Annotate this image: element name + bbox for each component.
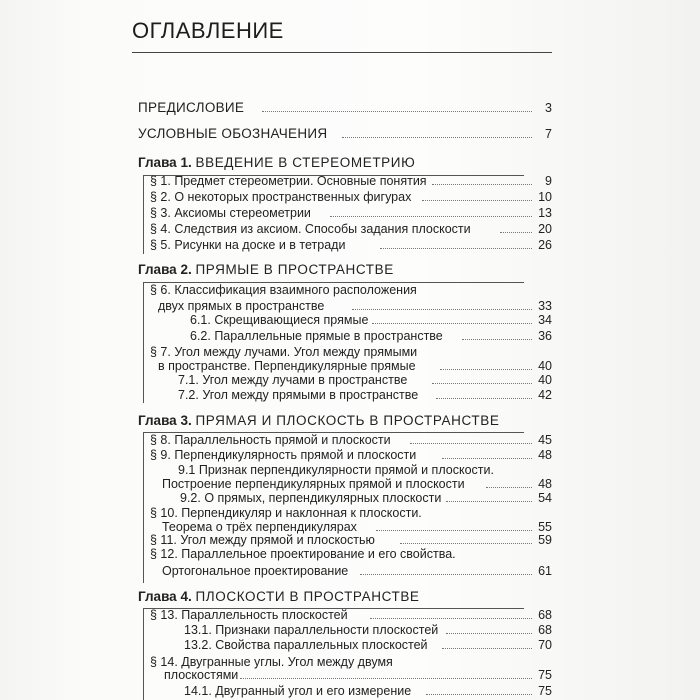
toc-entry-title: 9.2. О прямых, перпендикулярных плоскости <box>180 491 442 505</box>
leader-dots <box>380 248 532 249</box>
toc-page-number: 68 <box>538 623 552 637</box>
title-underline <box>132 52 552 53</box>
toc-page-number: 10 <box>538 190 552 204</box>
leader-dots <box>422 200 532 201</box>
toc-entry-title: УСЛОВНЫЕ ОБОЗНАЧЕНИЯ <box>138 126 328 141</box>
leader-dots <box>436 398 532 399</box>
toc-entry-title: § 2. О некоторых пространственных фигурах <box>150 190 412 204</box>
chapter-label: Глава 4. <box>138 589 192 604</box>
toc-page-number: 20 <box>538 222 552 236</box>
toc-entry[interactable] <box>0 561 700 581</box>
toc-entry-title: § 11. Угол между прямой и плоскостью <box>150 533 375 547</box>
toc-entry-title: Построение перпендикулярных прямой и плоскости <box>162 477 465 491</box>
toc-entry-title: 6.1. Скрещивающиеся прямые <box>190 313 369 327</box>
toc-entry-title: 13.1. Признаки параллельности плоскостей <box>184 623 439 637</box>
toc-page-number: 55 <box>538 520 552 534</box>
toc-entry-title: 7.1. Угол между лучами в пространстве <box>178 373 408 387</box>
chapter-heading-2[interactable] <box>138 259 394 281</box>
toc-entry-title: 14.1. Двугранный угол и его измерение <box>184 684 412 698</box>
leader-dots <box>360 574 532 575</box>
page-title: ОГЛАВЛЕНИЕ <box>132 18 284 43</box>
toc-page-number: 75 <box>538 684 552 698</box>
leader-dots <box>432 184 532 185</box>
toc-page-number: 40 <box>538 359 552 373</box>
toc-entry-title: 13.2. Свойства параллельных плоскостей <box>184 638 428 652</box>
toc-entry-title: § 12. Параллельное проектирование и его свойства. <box>150 547 456 561</box>
toc-entry-title: Теорема о трёх перпендикулярах <box>162 520 357 534</box>
toc-page-number: 33 <box>538 299 552 313</box>
toc-page-number: 3 <box>545 101 552 115</box>
toc-page-number: 7 <box>545 127 552 141</box>
toc-entry-notation[interactable] <box>0 124 700 144</box>
toc-entry-title: в пространстве. Перпендикулярные прямые <box>158 359 416 373</box>
toc-entry-title: § 4. Следствия из аксиом. Способы задания плоскости <box>150 222 471 236</box>
toc-page-number: 59 <box>538 533 552 547</box>
chapter-title: ПЛОСКОСТИ В ПРОСТРАНСТВЕ <box>195 589 420 604</box>
toc-page-number: 42 <box>538 388 552 402</box>
leader-dots <box>240 678 532 679</box>
leader-dots <box>432 383 532 384</box>
leader-dots <box>442 648 532 649</box>
leader-dots <box>370 618 532 619</box>
leader-dots <box>462 339 532 340</box>
toc-page-number: 54 <box>538 491 552 505</box>
toc-entry-title: § 10. Перпендикуляр и наклонная к плоскости. <box>150 506 422 520</box>
leader-dots <box>446 501 532 502</box>
chapter-label: Глава 3. <box>138 413 192 428</box>
toc-entry[interactable] <box>0 681 700 700</box>
toc-page-number: 48 <box>538 477 552 491</box>
leader-dots <box>410 443 532 444</box>
toc-entry-title: § 14. Двугранные углы. Угол между двумя <box>150 655 393 669</box>
toc-page-number: 40 <box>538 373 552 387</box>
toc-entry-title: § 6. Классификация взаимного расположения <box>150 283 417 297</box>
toc-entry[interactable] <box>0 235 700 255</box>
toc-entry-title: § 3. Аксиомы стереометрии <box>150 206 311 220</box>
toc-entry-title: § 8. Параллельность прямой и плоскости <box>150 433 391 447</box>
toc-page-number: 75 <box>538 668 552 682</box>
toc-page-number: 9 <box>545 174 552 188</box>
toc-entry[interactable] <box>0 385 700 405</box>
chapter-title: ПРЯМЫЕ В ПРОСТРАНСТВЕ <box>195 262 394 277</box>
chapter-title: ВВЕДЕНИЕ В СТЕРЕОМЕТРИЮ <box>195 155 416 170</box>
toc-entry-title: § 9. Перпендикулярность прямой и плоскости <box>150 448 417 462</box>
toc-page-number: 70 <box>538 638 552 652</box>
toc-page-number: 45 <box>538 433 552 447</box>
toc-entry-title: § 7. Угол между лучами. Угол между прямыми <box>150 345 418 359</box>
toc-entry-title: двух прямых в пространстве <box>158 299 325 313</box>
toc-entry-preface[interactable] <box>0 98 700 118</box>
toc-page-number: 61 <box>538 564 552 578</box>
chapter-label: Глава 2. <box>138 262 192 277</box>
toc-page-number: 34 <box>538 313 552 327</box>
toc-entry-title: 7.2. Угол между прямыми в пространстве <box>178 388 419 402</box>
chapter-label: Глава 1. <box>138 155 192 170</box>
leader-dots <box>330 216 532 217</box>
chapter-heading-3[interactable] <box>138 410 499 432</box>
toc-entry-title: 6.2. Параллельные прямые в пространстве <box>190 329 443 343</box>
leader-dots <box>446 633 532 634</box>
toc-page-number: 48 <box>538 448 552 462</box>
toc-entry-title: плоскостями <box>164 668 239 682</box>
toc-entry-title: § 13. Параллельность плоскостей <box>150 608 348 622</box>
toc-entry-title: Ортогональное проектирование <box>162 564 349 578</box>
toc-entry-title: § 5. Рисунки на доске и в тетради <box>150 238 346 252</box>
toc-page-number: 13 <box>538 206 552 220</box>
leader-dots <box>342 137 532 138</box>
toc-page-number: 36 <box>538 329 552 343</box>
toc-entry-title: § 1. Предмет стереометрии. Основные понятия <box>150 174 427 188</box>
toc-entry-title: ПРЕДИСЛОВИЕ <box>138 100 245 115</box>
leader-dots <box>372 323 532 324</box>
leader-dots <box>442 458 532 459</box>
chapter-title: ПРЯМАЯ И ПЛОСКОСТЬ В ПРОСТРАНСТВЕ <box>195 413 500 428</box>
toc-page-number: 68 <box>538 608 552 622</box>
toc-page-number: 26 <box>538 238 552 252</box>
leader-dots <box>426 694 532 695</box>
leader-dots <box>500 232 532 233</box>
toc-entry-title: 9.1 Признак перпендикулярности прямой и плоскости. <box>178 463 494 477</box>
leader-dots <box>262 111 532 112</box>
